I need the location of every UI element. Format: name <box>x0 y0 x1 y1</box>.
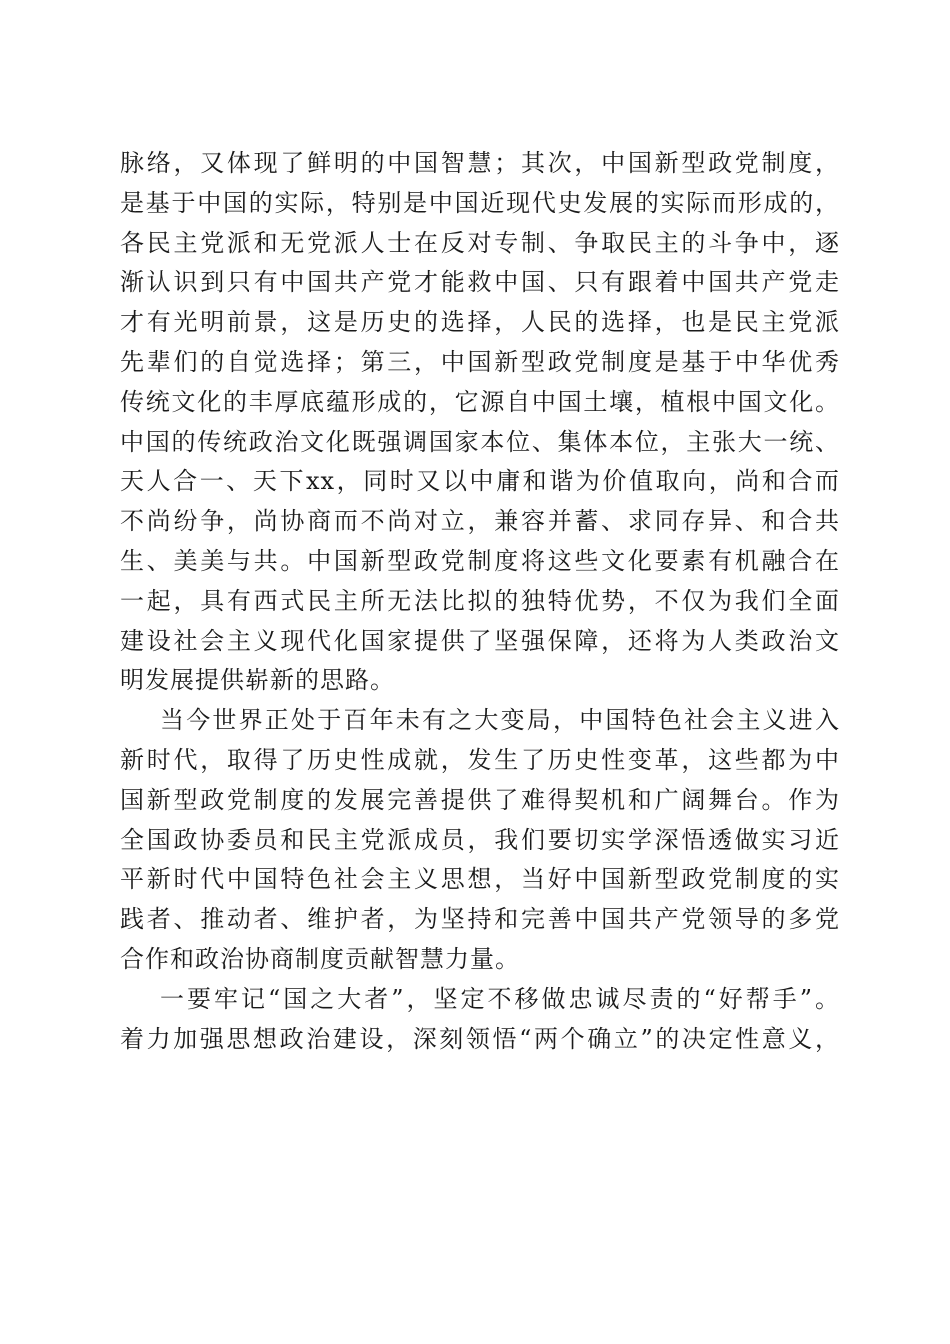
paragraph-2 <box>120 701 840 980</box>
text-line: 合作和政治协商制度贡献智慧力量。 <box>120 944 520 973</box>
text-line: 新时代，取得了历史性成就，发生了历史性变革，这些都为中 <box>120 745 840 774</box>
paragraph-1 <box>120 144 840 701</box>
text-line: 践者、推动者、维护者，为坚持和完善中国共产党领导的多党 <box>120 905 840 934</box>
text-line: 一起，具有西式民主所无法比拟的独特优势，不仅为我们全面 <box>120 586 840 615</box>
text-line: 各民主党派和无党派人士在反对专制、争取民主的斗争中，逐 <box>120 228 840 257</box>
text-line: 是基于中国的实际，特别是中国近现代史发展的实际而形成的， <box>120 188 840 217</box>
text-line: 平新时代中国特色社会主义思想，当好中国新型政党制度的实 <box>120 865 840 894</box>
paragraph-3 <box>120 980 840 1060</box>
text-line: 传统文化的丰厚底蕴形成的，它源自中国土壤，植根中国文化。 <box>120 387 840 416</box>
text-line: 不尚纷争，尚协商而不尚对立，兼容并蓄、求同存异、和合共 <box>120 507 840 536</box>
text-line: 渐认识到只有中国共产党才能救中国、只有跟着中国共产党走 <box>120 268 840 297</box>
document-body <box>120 144 840 1059</box>
text-line: 明发展提供崭新的思路。 <box>120 666 395 695</box>
text-line: 一要牢记“国之大者”，坚定不移做忠诚尽责的“好帮手”。 <box>160 984 840 1013</box>
text-line: 国新型政党制度的发展完善提供了难得契机和广阔舞台。作为 <box>120 785 840 814</box>
text-line: 天人合一、天下xx，同时又以中庸和谐为价值取向，尚和合而 <box>120 467 840 496</box>
text-line: 建设社会主义现代化国家提供了坚强保障，还将为人类政治文 <box>120 626 840 655</box>
text-line: 才有光明前景，这是历史的选择，人民的选择，也是民主党派 <box>120 308 840 337</box>
text-line: 中国的传统政治文化既强调国家本位、集体本位，主张大一统、 <box>120 427 840 456</box>
text-line: 着力加强思想政治建设，深刻领悟“两个确立”的决定性意义， <box>120 1024 840 1053</box>
text-line: 全国政协委员和民主党派成员，我们要切实学深悟透做实习近 <box>120 825 840 854</box>
text-line: 脉络，又体现了鲜明的中国智慧；其次，中国新型政党制度， <box>120 149 840 177</box>
text-line: 先辈们的自觉选择；第三，中国新型政党制度是基于中华优秀 <box>120 347 840 376</box>
text-line: 当今世界正处于百年未有之大变局，中国特色社会主义进入 <box>160 706 840 735</box>
text-line: 生、美美与共。中国新型政党制度将这些文化要素有机融合在 <box>120 546 840 575</box>
